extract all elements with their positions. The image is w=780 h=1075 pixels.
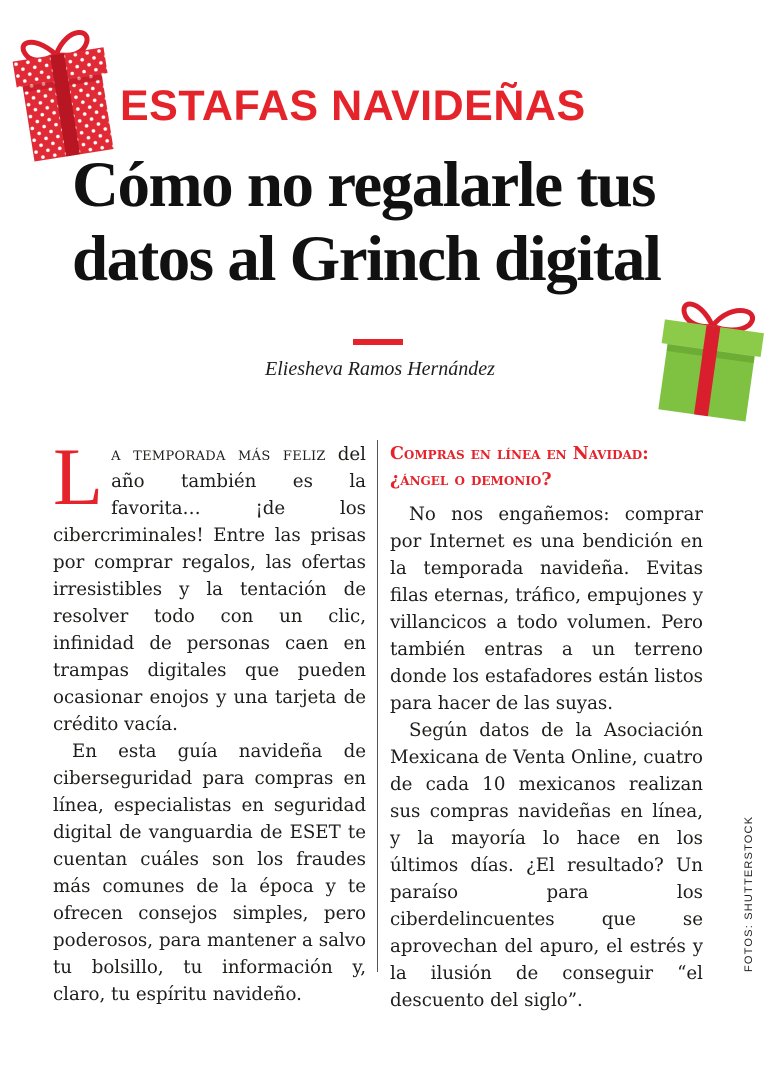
lead-in-caps: a temporada más feliz <box>111 444 326 465</box>
headline-line-1: Cómo no regalarle tus <box>72 149 655 221</box>
photo-credit-text: FOTOS: SHUTTERSTOCK <box>743 815 755 972</box>
author-name: Eliesheva Ramos Hernández <box>265 358 495 380</box>
intro-paragraph <box>53 431 366 738</box>
body-paragraph: Según datos de la Asociación Mexicana de Venta Online, cuatro de cada 10 mexicanos realizan sus compras navideñas en línea, y la mayoría lo hace en los últimos días. ¿El resultado? Un paraíso para los ciberdelincuentes que se aprovechan del apuro, el estrés y la ilusión de conseguir “el descuento del siglo”. <box>390 720 703 1011</box>
left-column <box>53 431 366 1008</box>
section-kicker: ESTAFAS NAVIDEÑAS <box>120 82 586 130</box>
title-divider-rule <box>353 339 403 345</box>
right-column <box>390 441 703 1014</box>
photo-credit <box>733 812 753 972</box>
author-byline <box>0 358 760 381</box>
body-paragraph: No nos engañemos: comprar por Internet es una bendición en la temporada navideña. Evitas filas eternas, tráfico, empujones y villancicos a todo volumen. Pero también entras a un terreno donde los estafadores están listos para hacer de las suyas. <box>390 504 703 714</box>
red-gift-icon <box>2 17 126 168</box>
section-subhead: Compras en línea en Navidad: ¿ángel o demonio? <box>390 444 649 490</box>
article-headline <box>72 148 712 296</box>
headline-line-2: datos al Grinch digital <box>72 223 661 295</box>
intro-text: del año también es la favorita… ¡de los cibercriminales! Entre las prisas por comprar regalos, las ofertas irresistibles y la tentación de resolver todo con un clic, infinidad de personas caen en trampas digitales que pueden ocasionar enojos y una tarjeta de crédito vacía. <box>53 444 366 735</box>
body-paragraph: En esta guía navideña de ciberseguridad para compras en línea, especialistas en seguridad digital de vanguardia de ESET te cuentan cuáles son los fraudes más comunes de la época y te ofrecen consejos simples, pero poderosos, para mantener a salvo tu bolsillo, tu información y, claro, tu espíritu navideño. <box>53 741 366 1005</box>
column-divider <box>377 440 378 972</box>
drop-cap: L <box>53 431 104 522</box>
